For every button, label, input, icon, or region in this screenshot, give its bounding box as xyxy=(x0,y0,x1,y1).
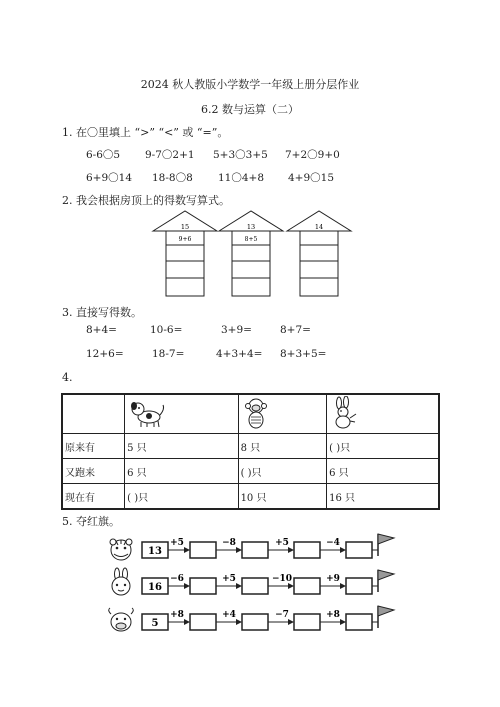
cow-icon xyxy=(109,608,134,631)
table-row xyxy=(62,484,439,510)
answer-cell[interactable]: ( )只 xyxy=(327,434,439,459)
roof-number: 14 xyxy=(314,223,324,231)
chain-start: 5 xyxy=(151,618,159,629)
q3-item[interactable]: 3+9= xyxy=(221,324,252,336)
answer-box[interactable] xyxy=(346,578,372,594)
row-label: 现在有 xyxy=(62,484,125,510)
q1-item[interactable]: 4+9〇15 xyxy=(288,172,335,184)
chain-op: +8 xyxy=(170,610,184,620)
table-row xyxy=(62,459,439,484)
roof-number: 13 xyxy=(246,223,256,231)
answer-box[interactable] xyxy=(294,542,320,558)
table-corner-cell xyxy=(62,394,125,434)
answer-box[interactable] xyxy=(190,614,216,630)
worksheet-subtitle: 6.2 数与运算（二） xyxy=(201,103,299,116)
chain-1 xyxy=(110,534,394,560)
q3-item[interactable]: 8+3+5= xyxy=(280,348,327,360)
table-header-row xyxy=(62,394,439,434)
answer-box[interactable] xyxy=(242,542,268,558)
answer-box[interactable] xyxy=(242,578,268,594)
q1-item[interactable]: 7+2〇9+0 xyxy=(285,149,340,161)
tiger-icon xyxy=(110,539,132,560)
q4-prompt: 4. xyxy=(62,371,73,384)
table-cell: 5 只 xyxy=(125,434,238,459)
monkey-icon xyxy=(241,396,271,430)
chain-op: −10 xyxy=(271,574,293,584)
chain-op: −7 xyxy=(275,610,289,620)
house-first-equation: 9+6 xyxy=(178,236,192,243)
flag-chains xyxy=(0,530,500,642)
q3-row-1 xyxy=(0,324,500,338)
table-cell: 16 只 xyxy=(327,484,439,510)
chain-op: −8 xyxy=(222,538,236,548)
chain-3 xyxy=(109,606,394,631)
animals-table xyxy=(61,393,440,510)
q5-prompt: 5. 夺红旗。 xyxy=(62,515,120,528)
worksheet-title: 2024 秋人教版小学数学一年级上册分层作业 xyxy=(140,78,360,91)
q1-row-2 xyxy=(0,170,500,184)
answer-box[interactable] xyxy=(190,578,216,594)
chain-op: +5 xyxy=(170,538,184,548)
dog-icon xyxy=(127,397,167,429)
q3-item[interactable]: 18-7= xyxy=(152,348,185,360)
answer-box[interactable] xyxy=(294,578,320,594)
answer-box[interactable] xyxy=(190,542,216,558)
answer-box[interactable] xyxy=(346,614,372,630)
q1-item[interactable]: 18-8〇8 xyxy=(152,172,193,184)
table-row xyxy=(62,434,439,459)
rabbit-icon xyxy=(112,568,130,595)
row-label: 又跑来 xyxy=(62,459,125,484)
chain-op: −6 xyxy=(170,574,184,584)
monkey-cell xyxy=(238,394,327,434)
q1-item[interactable]: 6-6〇5 xyxy=(86,149,121,161)
q2-prompt: 2. 我会根据房顶上的得数写算式。 xyxy=(62,194,230,207)
answer-box[interactable] xyxy=(294,614,320,630)
flag-icon xyxy=(378,606,394,628)
q1-item[interactable]: 6+9〇14 xyxy=(86,172,133,184)
table-cell: 8 只 xyxy=(238,434,327,459)
q1-item[interactable]: 11〇4+8 xyxy=(218,172,265,184)
roof-number: 15 xyxy=(180,223,190,231)
q1-prompt: 1. 在〇里填上 “>” “<” 或 “=”。 xyxy=(62,126,229,139)
house-first-equation: 8+5 xyxy=(244,236,258,243)
dog-cell xyxy=(125,394,238,434)
q3-item[interactable]: 12+6= xyxy=(86,348,124,360)
chain-start: 13 xyxy=(148,546,162,557)
q3-prompt: 3. 直接写得数。 xyxy=(62,306,142,319)
chain-start: 16 xyxy=(148,582,162,593)
q3-item[interactable]: 8+4= xyxy=(86,324,117,336)
chain-op: +8 xyxy=(326,610,340,620)
flag-icon xyxy=(378,570,394,592)
chain-2 xyxy=(112,568,394,595)
answer-box[interactable] xyxy=(346,542,372,558)
q1-row-1 xyxy=(0,147,500,161)
table-cell: 6 只 xyxy=(125,459,238,484)
q1-item[interactable]: 5+3〇3+5 xyxy=(213,149,268,161)
row-label: 原来有 xyxy=(62,434,125,459)
rabbit-cell xyxy=(327,394,439,434)
rabbit-icon xyxy=(329,396,359,430)
chain-op: +4 xyxy=(222,610,236,620)
q3-item[interactable]: 8+7= xyxy=(280,324,311,336)
chain-op: −4 xyxy=(326,538,340,548)
flag-icon xyxy=(378,534,394,556)
chain-op: +5 xyxy=(222,574,236,584)
q3-item[interactable]: 10-6= xyxy=(150,324,183,336)
answer-box[interactable] xyxy=(242,614,268,630)
table-cell: 6 只 xyxy=(327,459,439,484)
table-cell: 10 只 xyxy=(238,484,327,510)
answer-cell[interactable]: ( )只 xyxy=(125,484,238,510)
chain-op: +5 xyxy=(275,538,289,548)
q3-row-2 xyxy=(0,348,500,362)
q1-item[interactable]: 9-7〇2+1 xyxy=(145,149,195,161)
houses-figure xyxy=(0,205,500,300)
q3-item[interactable]: 4+3+4= xyxy=(216,348,263,360)
chain-op: +9 xyxy=(326,574,340,584)
answer-cell[interactable]: ( )只 xyxy=(238,459,327,484)
